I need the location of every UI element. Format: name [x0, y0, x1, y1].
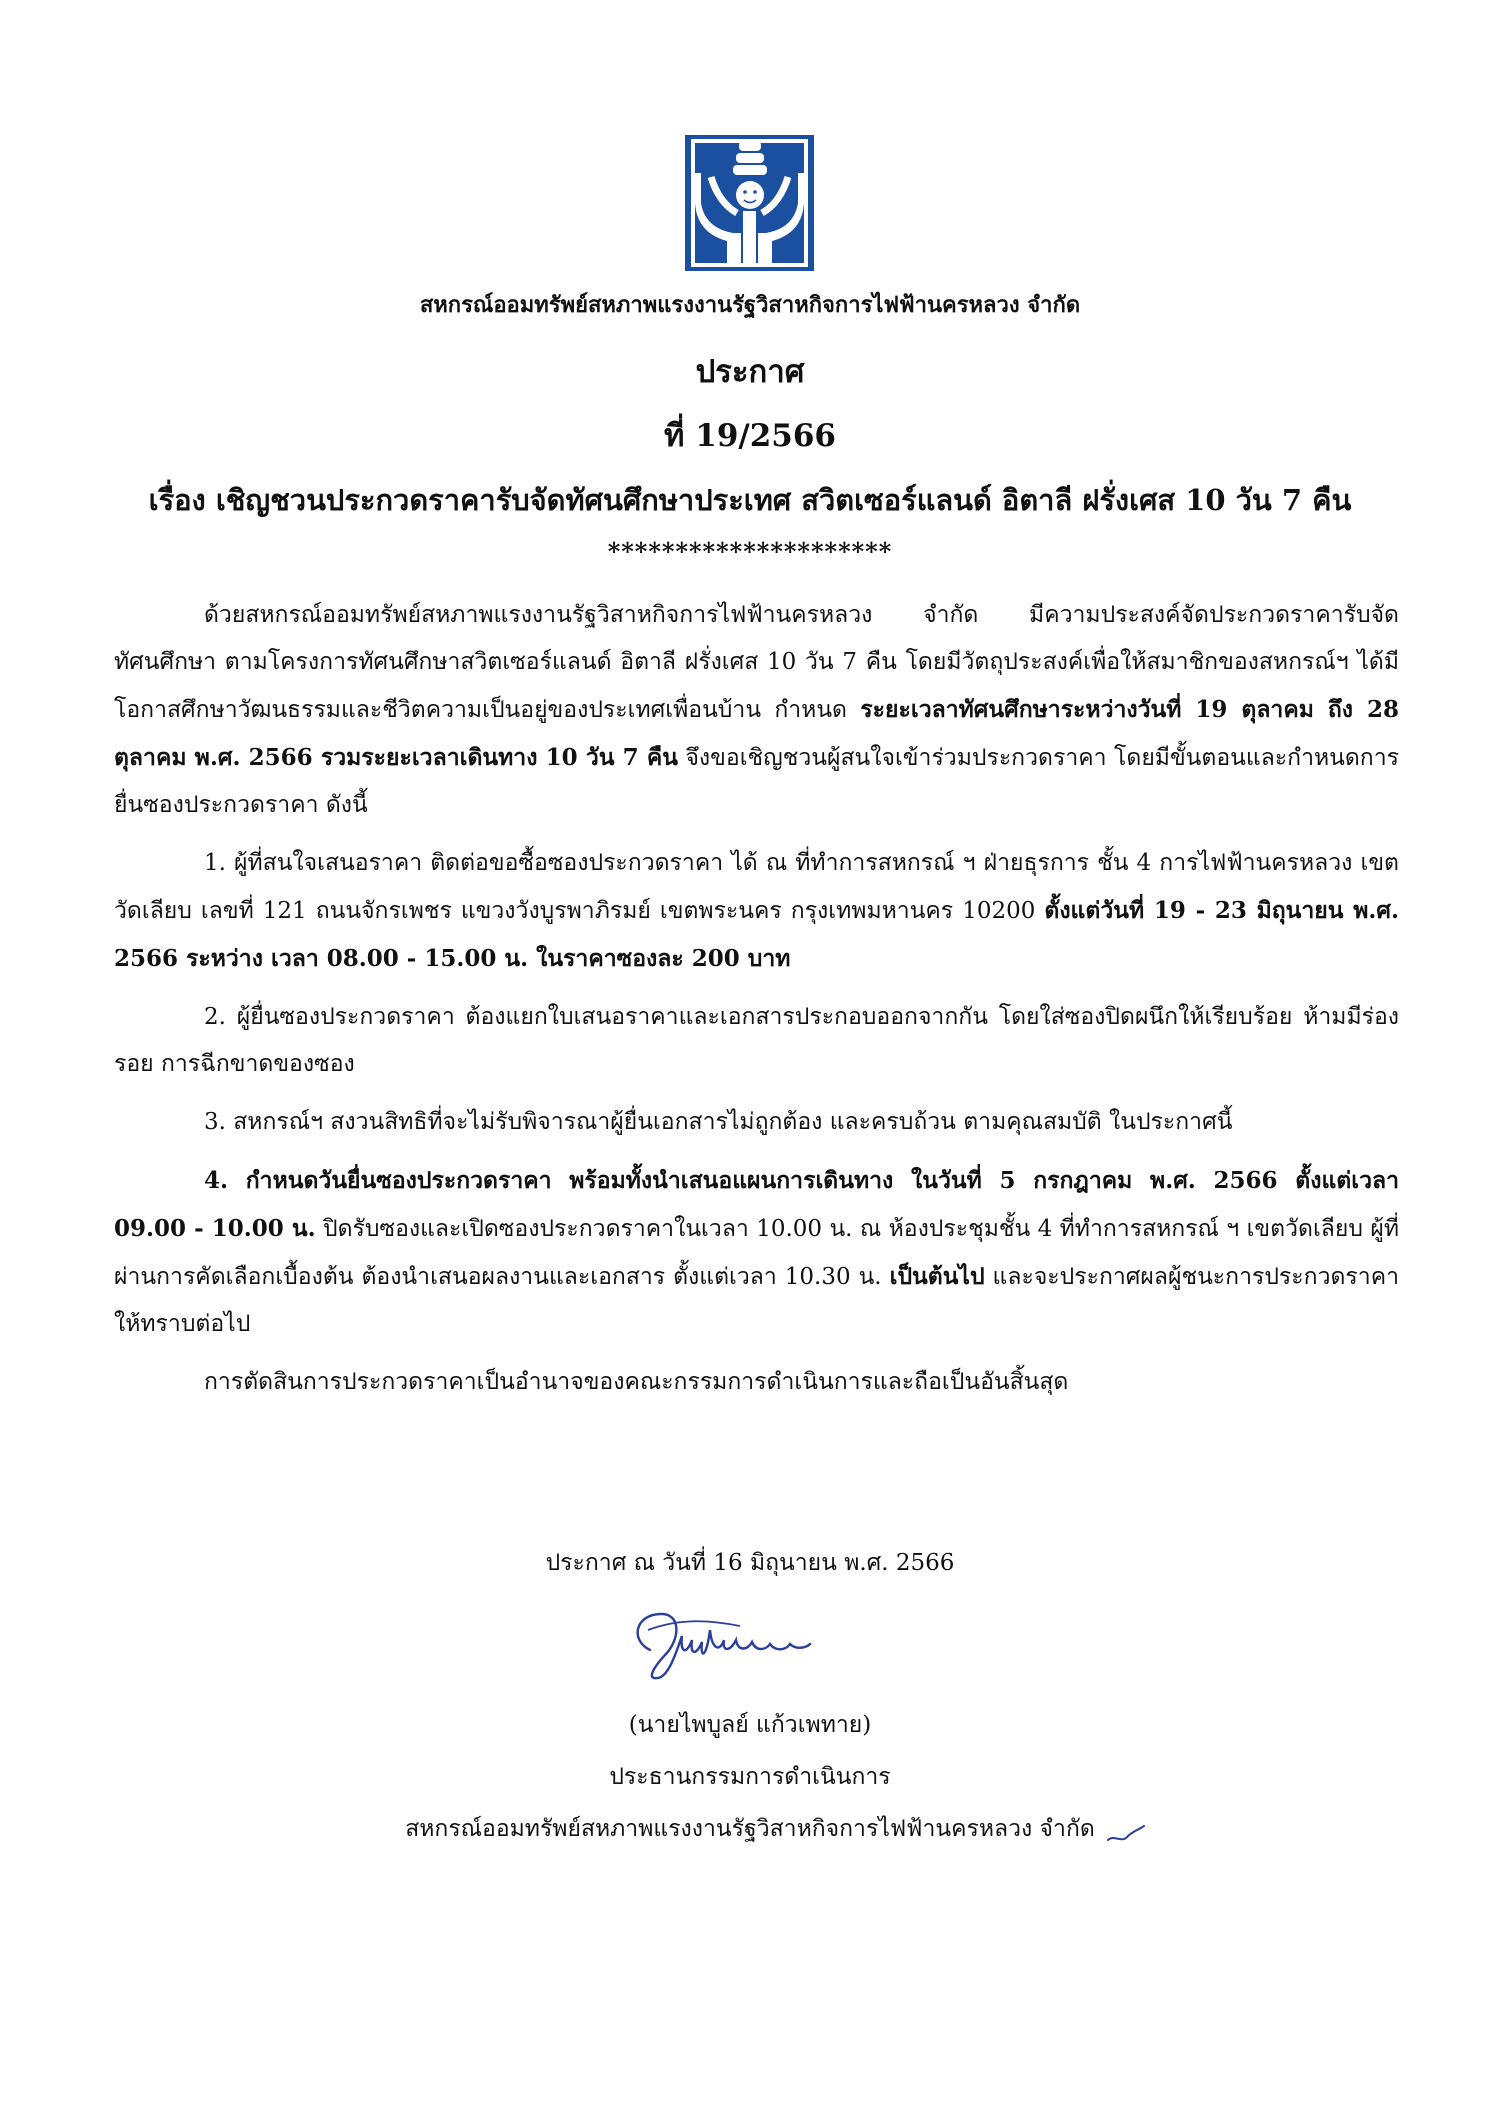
document-number: ที่ 19/2566 — [664, 418, 836, 454]
cooperative-logo-icon — [683, 133, 816, 273]
signer-organization: สหกรณ์ออมทรัพย์สหภาพแรงงานรัฐวิสาหกิจการไฟฟ้านครหลวง จำกัด — [405, 1816, 1095, 1842]
intro-text-2: จึงขอเชิญชวนผู้สนใจเข้าร่วมประกวดราคา โดยมีขั้นตอนและกำหนดการยื่นซองประกวดราคา ดังนี้ — [114, 745, 1399, 818]
signature-icon — [620, 1600, 820, 1685]
item-2-paragraph: 2. ผู้ยื่นซองประกวดราคา ต้องแยกใบเสนอราคาและเอกสารประกอบออกจากกัน โดยใส่ซองปิดผนึกให้เรียบร้อย ห้ามมีร่องรอย การฉีกขาดของซอง — [114, 1004, 1399, 1077]
announce-date: ประกาศ ณ วันที่ 16 มิถุนายน พ.ศ. 2566 — [545, 1550, 955, 1576]
announcement-body — [114, 592, 1399, 1417]
item-4-text-2: และจะประกาศผลผู้ชนะการประกวดราคาให้ทราบต่อไป — [114, 1264, 1399, 1337]
item-4-paragraph — [114, 1157, 1399, 1348]
intro-text-1: ด้วยสหกรณ์ออมทรัพย์สหภาพแรงงานรัฐวิสาหกิจการไฟฟ้านครหลวง จำกัด มีความประสงค์จัดประกวดราคารับจัดทัศนศึกษา ตามโครงการทัศนศึกษาสวิตเซอร์แลนด์ อิตาลี ฝรั่งเศส 10 วัน 7 คืน โดยมีวัตถุประสงค์เพื่อให้สมาชิกของสหกรณ์ฯ ได้มีโอกาสศึกษาวัฒนธรรมและชีวิตความเป็นอยู่ของประเทศเพื่อนบ้าน กำหนด — [114, 602, 1399, 723]
item-1-dates: ตั้งแต่วันที่ 19 - 23 มิถุนายน พ.ศ. 2566 ระหว่าง เวลา 08.00 - 15.00 น. ในราคาซองละ 200 บาท — [114, 897, 1399, 972]
organization-header: สหกรณ์ออมทรัพย์สหภาพแรงงานรัฐวิสาหกิจการไฟฟ้านครหลวง จำกัด — [419, 292, 1081, 318]
item-1-text: 1. ผู้ที่สนใจเสนอราคา ติดต่อขอซื้อซองประกวดราคา ได้ ณ ที่ทำการสหกรณ์ ฯ ฝ่ายธุรการ ชั้น 4 การไฟฟ้านครหลวง เขตวัดเลียบ เลขที่ 121 ถนนจักรเพชร แขวงวังบูรพาภิรมย์ เขตพระนคร กรุงเทพมหานคร 10200 — [114, 850, 1399, 924]
closing-paragraph: การตัดสินการประกวดราคาเป็นอำนาจของคณะกรรมการดำเนินการและถือเป็นอันสิ้นสุด — [204, 1369, 1069, 1395]
item-4-onwards: เป็นต้นไป — [889, 1263, 985, 1290]
item-3-paragraph: 3. สหกรณ์ฯ สงวนสิทธิที่จะไม่รับพิจารณาผู้ยื่นเอกสารไม่ถูกต้อง และครบถ้วน ตามคุณสมบัติ ในประกาศนี้ — [204, 1109, 1233, 1135]
signer-name: (นายไพบูลย์ แก้วเพทาย) — [628, 1712, 872, 1738]
intro-trip-period: ระยะเวลาทัศนศึกษาระหว่างวันที่ 19 ตุลาคม ถึง 28 ตุลาคม พ.ศ. 2566 รวมระยะเวลาเดินทาง 10 วัน 7 คืน — [114, 696, 1400, 771]
document-subject: เรื่อง เชิญชวนประกวดราคารับจัดทัศนศึกษาประเทศ สวิตเซอร์แลนด์ อิตาลี ฝรั่งเศส 10 วัน 7 คืน — [148, 483, 1352, 517]
document-type-title: ประกาศ — [695, 354, 805, 390]
item-1-paragraph — [114, 840, 1399, 983]
initial-mark-icon — [1100, 1818, 1150, 1848]
separator-line: ********************* — [607, 537, 893, 566]
intro-paragraph — [114, 592, 1399, 829]
signer-title: ประธานกรรมการดำเนินการ — [609, 1764, 891, 1790]
item-4-submission-date: 4. กำหนดวันยื่นซองประกวดราคา พร้อมทั้งนำเสนอแผนการเดินทาง ในวันที่ 5 กรกฎาคม พ.ศ. 2566 ตั้งแต่เวลา 09.00 - 10.00 น. — [114, 1167, 1399, 1242]
item-4-text-1: ปิดรับซองและเปิดซองประกวดราคาในเวลา 10.00 น. ณ ห้องประชุมชั้น 4 ที่ทำการสหกรณ์ ฯ เขตวัดเลียบ ผู้ที่ผ่านการคัดเลือกเบื้องต้น ต้องนำเสนอผลงานและเอกสาร ตั้งแต่เวลา 10.30 น. — [114, 1216, 1399, 1290]
